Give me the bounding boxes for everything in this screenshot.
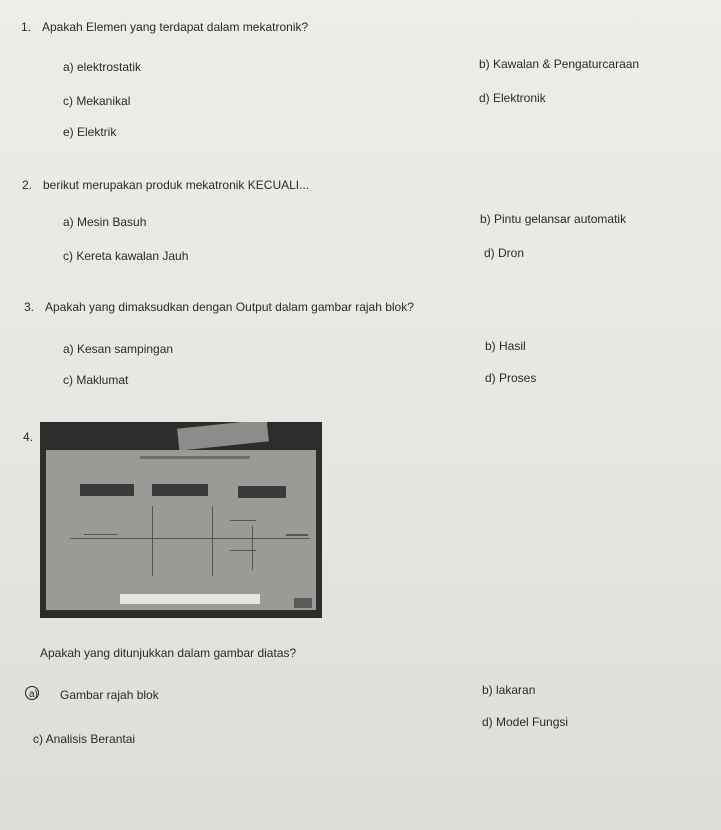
q4-option-b[interactable]: b) lakaran [482, 683, 536, 697]
figure-short-line-1 [230, 520, 256, 521]
q2-option-c[interactable]: c) Kereta kawalan Jauh [63, 249, 189, 263]
figure-block-process [152, 484, 208, 496]
q1-option-c[interactable]: c) Mekanikal [63, 94, 131, 108]
q2-option-a[interactable]: a) Mesin Basuh [63, 215, 147, 229]
figure-vertical-line-2 [212, 506, 213, 576]
q1-option-e[interactable]: e) Elektrik [63, 125, 117, 139]
question-4-number: 4. [23, 430, 34, 444]
q1-option-a[interactable]: a) elektrostatik [63, 60, 142, 74]
figure-panel [46, 450, 316, 610]
figure-short-line-4 [286, 534, 308, 536]
q2-option-b[interactable]: b) Pintu gelansar automatik [480, 212, 627, 226]
q4-option-a-letter: a) [29, 689, 38, 700]
figure-corner-mark [294, 598, 312, 608]
q4-option-c[interactable]: c) Analisis Berantai [33, 732, 136, 746]
figure-white-bar [120, 594, 260, 604]
q3-option-c[interactable]: c) Maklumat [63, 373, 129, 387]
question-1-number: 1. [21, 20, 32, 34]
figure-horizontal-line [70, 538, 310, 539]
figure-short-line-2 [230, 550, 256, 551]
figure-vertical-line-3 [252, 526, 253, 570]
q1-option-d[interactable]: d) Elektronik [479, 91, 546, 105]
question-1-text: Apakah Elemen yang terdapat dalam mekatronik? [42, 20, 309, 34]
figure-block-output [238, 486, 286, 498]
q2-option-d[interactable]: d) Dron [484, 246, 525, 260]
q3-option-b[interactable]: b) Hasil [485, 339, 526, 353]
q4-option-a[interactable]: Gambar rajah blok [60, 688, 159, 702]
figure-block-input [80, 484, 134, 496]
q3-option-a[interactable]: a) Kesan sampingan [63, 342, 174, 356]
figure-short-line-3 [84, 534, 118, 535]
question-3-number: 3. [24, 300, 35, 314]
block-diagram-photo [40, 422, 322, 618]
question-4-text: Apakah yang ditunjukkan dalam gambar diatas? [40, 646, 297, 660]
figure-vertical-line-1 [152, 506, 153, 576]
question-3-text: Apakah yang dimaksudkan dengan Output dalam gambar rajah blok? [45, 300, 414, 314]
figure-heading-line [140, 456, 250, 459]
q1-option-b[interactable]: b) Kawalan & Pengaturcaraan [479, 57, 640, 71]
figure-tape [177, 422, 269, 451]
question-2-text: berikut merupakan produk mekatronik KECUALI... [43, 178, 310, 192]
q3-option-d[interactable]: d) Proses [485, 371, 537, 385]
question-2-number: 2. [22, 178, 33, 192]
q4-option-d[interactable]: d) Model Fungsi [482, 715, 569, 729]
